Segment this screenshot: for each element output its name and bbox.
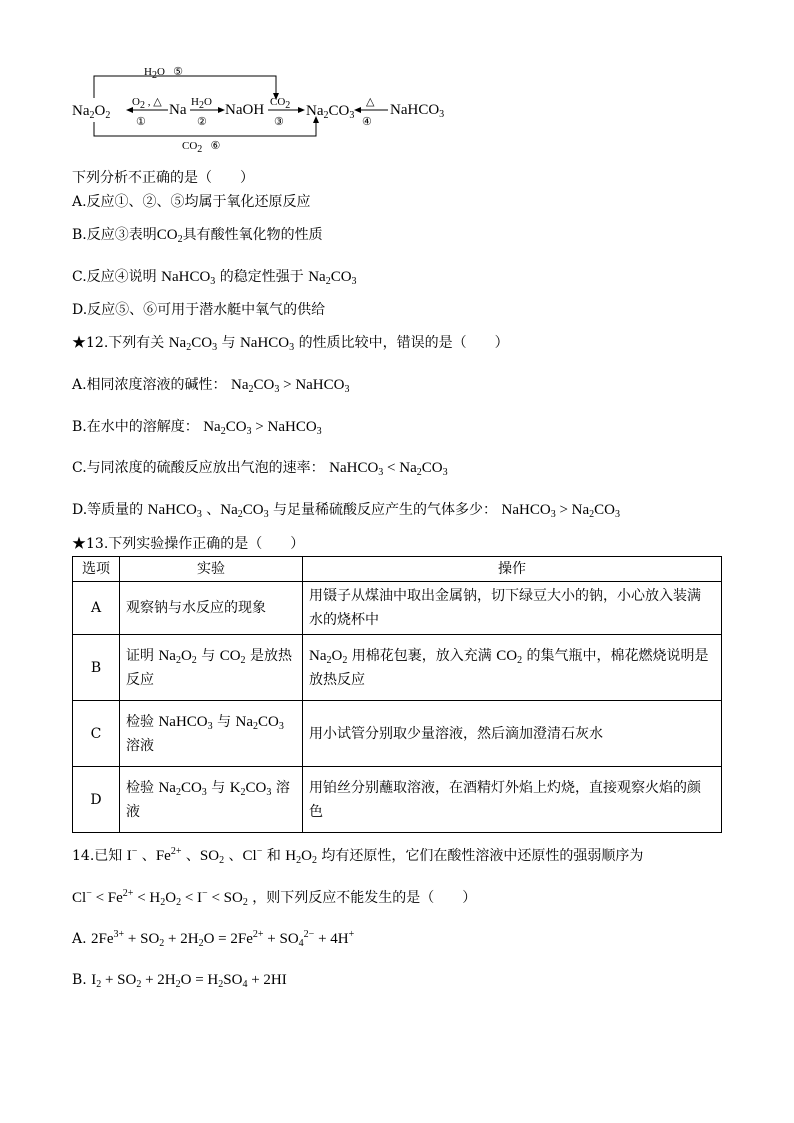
- header-option: 选项: [73, 557, 120, 582]
- row-b-experiment: 证明 $Na_2O_2$ 与 $CO_2$ 是放热 反应: [120, 635, 303, 701]
- row-c-experiment: 检验 NaHCO$_3$ 与 $Na_2CO_3$ 溶液: [120, 701, 303, 767]
- label-reaction-1-num: ①: [136, 116, 146, 128]
- row-d-option: D: [73, 767, 120, 833]
- q12-option-b: B.在水中的溶解度： $Na_2CO_3$ > NaHCO$_3$: [72, 419, 322, 437]
- q12-option-c: C.与同浓度的硫酸反应放出气泡的速率： NaHCO$_3$ < $Na_2CO_3$: [72, 460, 448, 478]
- q14-stem-line2: $Cl^- < Fe^{2+} < H_2O_2 < I^- < SO_2$ ，则下列反应不能发生的是（ ）: [72, 888, 477, 908]
- q13-table: [72, 556, 722, 833]
- species-na2o2: $Na_2O_2$: [72, 103, 111, 121]
- header-experiment: 实验: [120, 557, 303, 582]
- q14-stem-line1: 14.已知 I− 、$Fe^{2+}$ 、$SO_2$ 、Cl− 和 $H_2O_2$ 均有还原性，它们在酸性溶液中还原性的强弱顺序为: [72, 846, 644, 866]
- q11-option-d: D.反应⑤、⑥可用于潜水艇中氧气的供给: [72, 302, 326, 318]
- label-reaction-3-cond: $CO_2$: [270, 96, 291, 111]
- row-c-option: C: [73, 701, 120, 767]
- row-c-operation: 用小试管分别取少量溶液，然后滴加澄清石灰水: [303, 701, 722, 767]
- q12-option-d: D.等质量的 NaHCO$_3$ 、$Na_2CO_3$ 与足量稀硫酸反应产生的气体多少： NaHCO$_3$ > $Na_2CO_3$: [72, 502, 620, 520]
- label-reaction-6: $CO_2$ ⑥: [182, 140, 221, 155]
- species-nahco3: NaHCO$_3$: [390, 102, 445, 120]
- row-a-operation: 用镊子从煤油中取出金属钠，切下绿豆大小的钠，小心放入装满 水的烧杯中: [303, 582, 722, 635]
- row-b-option: B: [73, 635, 120, 701]
- q13-stem: ★13.下列实验操作正确的是（ ）: [72, 536, 305, 552]
- reaction-diagram: [70, 60, 450, 160]
- row-a-experiment: 观察钠与水反应的现象: [120, 582, 303, 635]
- label-reaction-5: $H_2O$ ⑤: [144, 66, 184, 81]
- label-reaction-4-num: ④: [362, 116, 372, 128]
- label-reaction-3-num: ③: [274, 116, 284, 128]
- label-reaction-2-num: ②: [197, 116, 207, 128]
- header-operation: 操作: [303, 557, 722, 582]
- table-header-row: [73, 557, 722, 582]
- row-d-experiment: 检验 $Na_2CO_3$ 与 $K_2CO_3$ 溶 液: [120, 767, 303, 833]
- label-reaction-1-cond: $O_2$ , △: [132, 96, 162, 111]
- label-reaction-2-cond: $H_2O$: [191, 96, 212, 111]
- table-row: [73, 635, 722, 701]
- q11-option-c: C.反应④说明 NaHCO$_3$ 的稳定性强于 $Na_2CO_3$: [72, 269, 357, 287]
- q11-option-b: B.反应③表明$CO_2$具有酸性氧化物的性质: [72, 227, 323, 245]
- table-row: [73, 582, 722, 635]
- row-d-operation: 用铂丝分别蘸取溶液，在酒精灯外焰上灼烧，直接观察火焰的颜 色: [303, 767, 722, 833]
- species-naoh: NaOH: [225, 102, 265, 118]
- species-na: Na: [169, 102, 187, 118]
- row-b-operation: $Na_2O_2$ 用棉花包裹，放入充满 $CO_2$ 的集气瓶中，棉花燃烧说明是 放热反应: [303, 635, 722, 701]
- table-row: [73, 701, 722, 767]
- q11-option-a: A.反应①、②、⑤均属于氧化还原反应: [72, 194, 311, 210]
- q11-stem: 下列分析不正确的是（ ）: [72, 170, 254, 186]
- q12-stem: ★12.下列有关 $Na_2CO_3$ 与 NaHCO$_3$ 的性质比较中，错误的是（ ）: [72, 335, 509, 353]
- q14-option-a: A. $2Fe^{3+} + SO_2 + 2H_2O = 2Fe^{2+} + SO_4^{2-} + 4H^+$: [72, 929, 355, 949]
- species-na2co3: $Na_2CO_3$: [306, 103, 355, 121]
- label-reaction-4-cond: △: [366, 96, 375, 108]
- q12-option-a: A.相同浓度溶液的碱性： $Na_2CO_3$ > NaHCO$_3$: [72, 377, 350, 395]
- q14-option-b: B. $I_2 + SO_2 + 2H_2O = H_2SO_4 + 2HI$: [72, 972, 287, 990]
- row-a-option: A: [73, 582, 120, 635]
- table-row: [73, 767, 722, 833]
